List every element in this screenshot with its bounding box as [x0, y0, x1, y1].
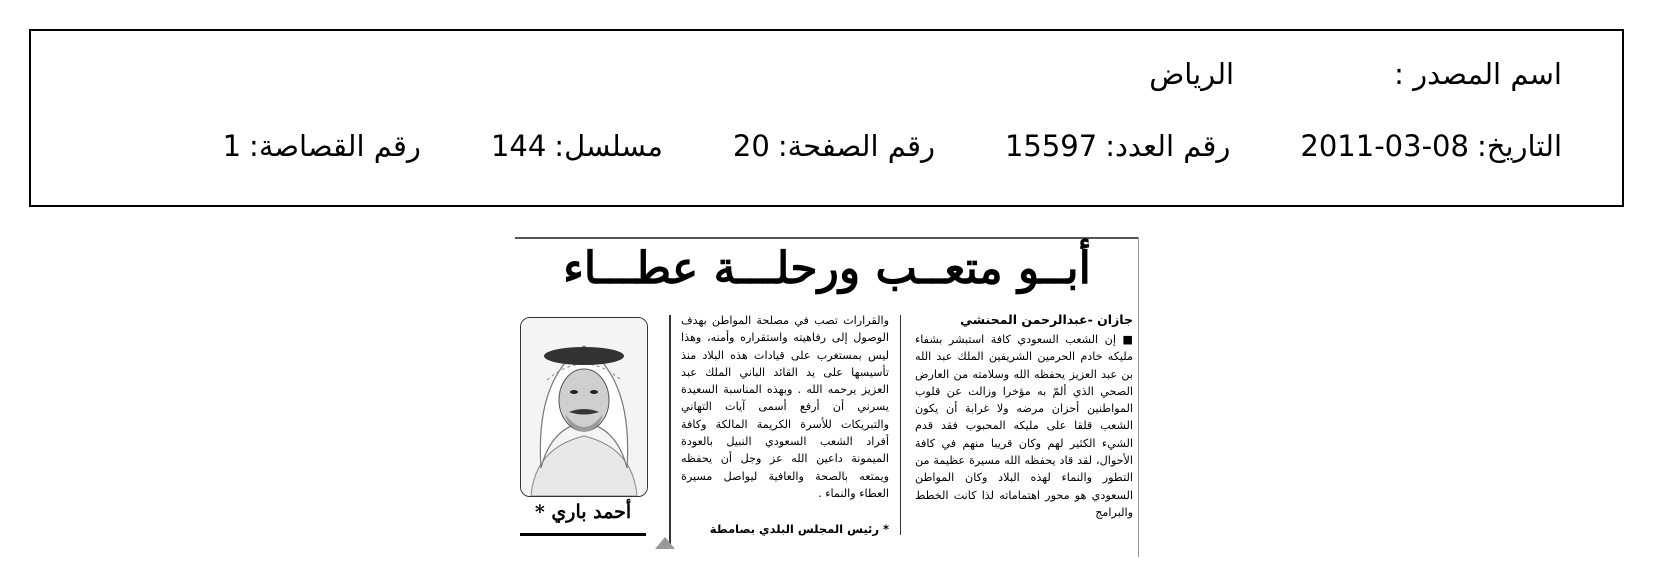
article-headline: أبــو متعــب ورحلـــة عطـــاء: [563, 243, 1091, 294]
author-photo: [520, 317, 648, 497]
source-value: الرياض: [1149, 57, 1235, 91]
photo-divider: [669, 315, 671, 545]
newspaper-clipping: [515, 237, 1139, 557]
page-value: 20: [732, 129, 770, 163]
caption-rule: [520, 533, 646, 536]
serial-value: 144: [490, 129, 547, 163]
clip-label: رقم القصاصة:: [249, 129, 421, 163]
clip-value: 1: [222, 129, 242, 163]
article-column-middle: والقرارات تصب في مصلحة المواطن بهدف الوصول إلى رفاهيته واستقراره وأمنه، وهذا ليس بمستغرب على قيادات هذه البلاد منذ تأسيسها على يد القائد الباني الملك عبد العزيز يرحمه الله . وبهذه المناسبة السعيدة يسرني أن أرفع أسمى آيات التهاني والتبريكات للأسرة الكريمة المالكة وكافة أفراد الشعب السعودي النبيل بالعودة الميمونة داعين الله عز وجل أن يحفظه ويمتعه بالصحة والعافية ليواصل مسيرة العطاء والنماء .: [681, 314, 889, 500]
triangle-marker-icon: [655, 537, 675, 549]
clip-top-rule: [515, 237, 1139, 239]
serial-label: مسلسل:: [554, 129, 663, 163]
metadata-box: [29, 29, 1624, 207]
issue-label: رقم العدد:: [1105, 129, 1231, 163]
details-row: [223, 129, 1562, 163]
article-byline: جازان -عبدالرحمن المحنشي: [960, 312, 1133, 327]
date-value: 2011-03-08: [1300, 129, 1469, 163]
issue-value: 15597: [1004, 129, 1098, 163]
source-label: اسم المصدر :: [1394, 57, 1562, 91]
author-caption: أحمد باري *: [534, 501, 632, 523]
source-row: [1149, 57, 1562, 91]
author-portrait-icon: [521, 318, 647, 496]
page-label: رقم الصفحة:: [777, 129, 935, 163]
article-signature: * رئيس المجلس البلدي بصامطة: [709, 522, 889, 536]
column-divider: [900, 315, 901, 535]
article-column-right: ■ إن الشعب السعودي كافة استبشر بشفاء مليكه خادم الحرمين الشريفين الملك عبد الله بن عبد العزيز يحفظه الله وسلامته من العارض الصحي الذي ألمّ به مؤخرا وزالت عن قلوب المواطنين أحزان مرضه ولا غرابة أن يكون الشعب قلقا على مليكه المحبوب فقد قدم الشيء الكثير لهم وكان قريبا منهم في كافة الأحوال، لقد قاد يحفظه الله مسيرة عظيمة من التطور والنماء لهذه البلاد وكان المواطن السعودي هو محور اهتماماته لذا كانت الخطط والبرامج: [915, 333, 1133, 519]
date-label: التاريخ:: [1476, 129, 1562, 163]
